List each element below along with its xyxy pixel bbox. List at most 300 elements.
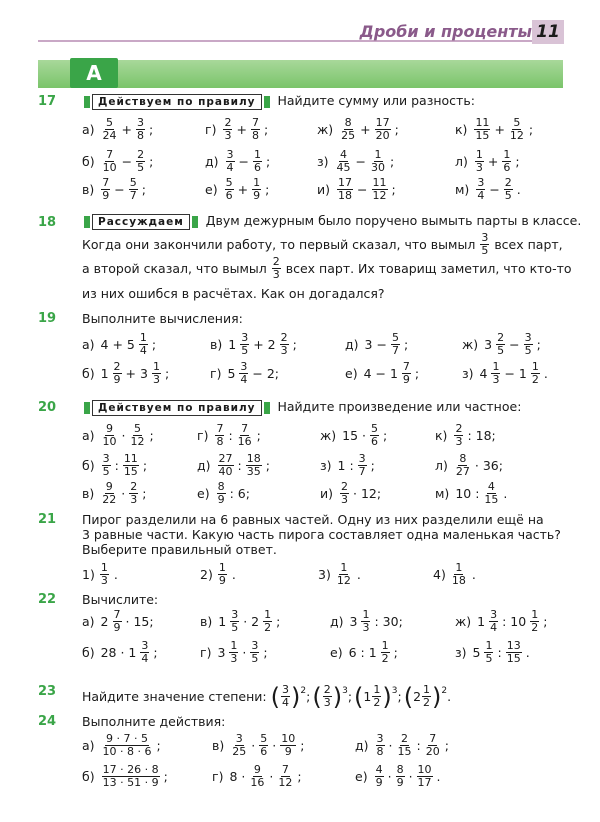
power-expression: ( 1 $\frac{1}{2}$ ) 3 ; <box>354 682 402 711</box>
expression-text: 3 <box>484 337 493 352</box>
item-label: д) <box>330 614 344 629</box>
expression-text: + <box>487 154 499 169</box>
fraction: $\frac{1}{2}$ <box>373 683 381 709</box>
t17-item <box>82 149 153 174</box>
fraction: $\frac{7}{20}$ <box>425 732 440 758</box>
item-label: з) <box>455 645 467 660</box>
t19-item <box>210 332 297 357</box>
t22-item <box>200 609 280 634</box>
expression-text: ; <box>263 122 269 137</box>
expression-text: − <box>509 337 520 352</box>
task-18-line4: из них ошибся в расчётах. Как он догадался? <box>82 286 385 301</box>
expression-text: ; <box>266 154 271 169</box>
fraction: $\frac{5}{6}$ <box>225 176 233 202</box>
task-17-text: Найдите сумму или разность: <box>277 93 475 108</box>
expression-text: ; <box>276 614 281 629</box>
fraction: $\frac{13}{15}$ <box>506 639 521 665</box>
expression-text: · <box>388 738 393 753</box>
task-21-option: 4) $\frac{1}{18}$ . <box>433 561 476 587</box>
task-17-heading <box>92 93 475 110</box>
fraction: $\frac{9}{22}$ <box>102 480 117 506</box>
fraction: $\frac{11}{12}$ <box>372 176 387 202</box>
item-label: д) <box>197 458 211 473</box>
expression-text: ; <box>414 366 420 381</box>
expression-text: · 2 <box>243 614 260 629</box>
expression-text: − 2; <box>252 366 280 381</box>
fraction: $\frac{9 \cdot 7 \cdot 5}{10 \cdot 8 \cdot 6}$ <box>102 732 152 758</box>
expression-text: ; <box>528 122 534 137</box>
expression-text: : <box>237 458 242 473</box>
fraction: $\frac{1}{9}$ <box>218 561 226 587</box>
item-label: е) <box>345 366 358 381</box>
task-21-option: 2) $\frac{1}{9}$ . <box>200 561 236 587</box>
fraction: $\frac{1}{2}$ <box>423 683 431 709</box>
item-label: л) <box>455 154 468 169</box>
expression-text: ; <box>403 337 409 352</box>
expression-text: 1 <box>100 366 109 381</box>
t17-item <box>317 117 399 142</box>
expression-text: ; <box>265 458 270 473</box>
task-22-text: Вычислите: <box>82 592 159 607</box>
item-label: з) <box>320 458 332 473</box>
expression-text: ; <box>394 122 399 137</box>
t19-item <box>345 361 419 386</box>
t22-item <box>455 609 547 634</box>
fraction: $\frac{3}{4}$ <box>240 360 248 386</box>
expression-text: + <box>360 122 371 137</box>
t22-item <box>82 640 158 665</box>
expression-text: ; <box>390 154 395 169</box>
fraction: $\frac{8}{27}$ <box>455 452 470 478</box>
fraction: $\frac{3}{4}$ <box>141 639 149 665</box>
item-label: г) <box>200 645 212 660</box>
t17-item <box>317 177 396 202</box>
expression-text: ; <box>164 366 170 381</box>
t20-item <box>197 481 250 506</box>
fraction: $\frac{1}{3}$ <box>230 639 238 665</box>
fraction: $\frac{5}{6}$ <box>260 732 268 758</box>
expression-text: ; <box>383 428 388 443</box>
item-label: и) <box>317 182 331 197</box>
expression-text: ; <box>391 182 396 197</box>
expression-text: − <box>357 182 368 197</box>
expression-text: ; <box>142 458 148 473</box>
item-label: г) <box>210 366 222 381</box>
expression-text: : 6; <box>229 486 250 501</box>
expression-text: · 15; <box>125 614 154 629</box>
expression-text: ; <box>141 182 146 197</box>
t17-item <box>82 117 153 142</box>
expression-text: · <box>272 738 277 753</box>
fraction: $\frac{7}{10}$ <box>102 148 117 174</box>
task-21-line2: 3 равные части. Какую часть пирога составляет одна маленькая часть? <box>82 527 561 542</box>
fraction: $\frac{4}{15}$ <box>484 480 499 506</box>
task-21-number: 21 <box>38 512 57 527</box>
task-24-number: 24 <box>38 714 57 729</box>
fraction: $\frac{2}{3}$ <box>130 480 138 506</box>
expression-text: 8 · <box>229 769 246 784</box>
fraction: $\frac{1}{2}$ <box>531 608 539 634</box>
item-label: а) <box>82 614 95 629</box>
fraction: $\frac{2}{5}$ <box>497 331 505 357</box>
expression-text: ; <box>444 738 449 753</box>
fraction: $\frac{18}{35}$ <box>246 452 261 478</box>
fraction: $\frac{8}{9}$ <box>217 480 225 506</box>
expression-text: − <box>355 154 367 169</box>
expression-text: : 30; <box>374 614 403 629</box>
fraction: $\frac{5}{12}$ <box>130 422 145 448</box>
expression-text: 4 + 5 <box>100 337 135 352</box>
t19-item <box>82 361 169 386</box>
task-24-text: Выполните действия: <box>82 714 226 729</box>
item-label: з) <box>462 366 474 381</box>
chapter-title: Дроби и проценты <box>359 22 532 41</box>
expression-text: : 10 <box>502 614 527 629</box>
t24-item <box>355 733 449 758</box>
power-expression: ( $\frac{3}{4}$ ) 2 ; <box>270 682 311 711</box>
fraction: $\frac{5}{12}$ <box>509 116 524 142</box>
expression-text: · <box>251 738 256 753</box>
fraction: $\frac{3}{4}$ <box>490 608 498 634</box>
item-label: ж) <box>462 337 479 352</box>
item-label: е) <box>330 645 343 660</box>
item-label: м) <box>435 486 450 501</box>
task-18-line3: а второй сказал, что вымыл $\frac{2}{3}$ всех парт. Их товарищ заметил, что кто-то <box>82 255 572 281</box>
item-label: а) <box>82 337 95 352</box>
fraction: $\frac{3}{4}$ <box>282 683 290 709</box>
expression-text: − 1 <box>504 366 527 381</box>
item-label: а) <box>82 122 95 137</box>
expression-text: − <box>114 182 125 197</box>
task-18-badge: Рассуждаем <box>92 214 190 230</box>
fraction: $\frac{8}{9}$ <box>396 763 404 789</box>
item-label: к) <box>455 122 468 137</box>
fraction: $\frac{1}{6}$ <box>254 148 262 174</box>
fraction: $\frac{2}{3}$ <box>280 331 288 357</box>
expression-text: · <box>121 428 126 443</box>
fraction: $\frac{1}{3}$ <box>492 360 500 386</box>
expression-text: : <box>497 645 502 660</box>
t17-item <box>455 149 520 174</box>
fraction: $\frac{2}{3}$ <box>341 480 349 506</box>
item-label: б) <box>82 366 95 381</box>
expression-text: . <box>436 769 441 784</box>
expression-text: · <box>387 769 392 784</box>
fraction: $\frac{1}{12}$ <box>336 561 351 587</box>
item-label: а) <box>82 738 95 753</box>
expression-text: · <box>408 769 413 784</box>
expression-text: ; <box>149 154 154 169</box>
item-label: в) <box>210 337 223 352</box>
task-18-line2: Когда они закончили работу, то первый сказал, что вымыл $\frac{3}{5}$ всех парт, <box>82 231 563 257</box>
expression-text: + 2 <box>253 337 276 352</box>
fraction: $\frac{7}{9}$ <box>102 176 110 202</box>
task-19-text: Выполните вычисления: <box>82 311 243 326</box>
t19-item <box>462 332 541 357</box>
t20-item <box>435 453 503 478</box>
fraction: $\frac{1}{9}$ <box>253 176 261 202</box>
fraction: $\frac{7}{9}$ <box>402 360 410 386</box>
expression-text: − <box>238 154 250 169</box>
fraction: $\frac{1}{4}$ <box>139 331 147 357</box>
expression-text: 4 − 1 <box>363 366 398 381</box>
item-label: в) <box>212 738 225 753</box>
expression-text: . <box>503 486 508 501</box>
fraction: $\frac{17 \cdot 26 \cdot 8}{13 \cdot 51 \cdot 9}$ <box>102 763 159 789</box>
t19-item <box>82 332 156 357</box>
t17-item <box>205 117 268 142</box>
expression-text: ; <box>142 486 147 501</box>
fraction: $\frac{17}{20}$ <box>375 116 390 142</box>
fraction: $\frac{3}{4}$ <box>477 176 485 202</box>
t20-item <box>82 481 146 506</box>
fraction: $\frac{1}{18}$ <box>451 561 466 587</box>
task-20-text: Найдите произведение или частное: <box>277 399 522 414</box>
item-label: г) <box>197 428 209 443</box>
expression-text: 3 − <box>364 337 387 352</box>
t19-item <box>345 332 408 357</box>
fraction: $\frac{3}{4}$ <box>226 148 234 174</box>
fraction: $\frac{2}{5}$ <box>504 176 512 202</box>
item-label: б) <box>82 458 95 473</box>
fraction: $\frac{5}{24}$ <box>102 116 117 142</box>
fraction: $\frac{7}{12}$ <box>278 763 293 789</box>
expression-text: ; <box>153 645 158 660</box>
expression-text: ; <box>256 428 261 443</box>
expression-text: + <box>237 182 249 197</box>
t17-item <box>317 149 394 174</box>
fraction: $\frac{11}{15}$ <box>123 452 138 478</box>
t19-item <box>462 361 548 386</box>
item-label: в) <box>82 486 95 501</box>
item-label: е) <box>205 182 218 197</box>
task-23-text: Найдите значение степени: <box>82 689 267 704</box>
expression-text: ; <box>543 614 548 629</box>
expression-text: ; <box>515 154 520 169</box>
fraction: $\frac{7}{16}$ <box>237 422 252 448</box>
expression-text: · <box>269 769 274 784</box>
expression-text: − <box>121 154 133 169</box>
task-23-line <box>82 684 451 709</box>
item-label: а) <box>82 428 95 443</box>
t17-item <box>205 149 270 174</box>
fraction: $\frac{1}{6}$ <box>503 148 511 174</box>
item-label: и) <box>320 486 334 501</box>
expression-text: ; <box>393 645 398 660</box>
page-number: 11 <box>532 20 564 44</box>
t17-item <box>205 177 269 202</box>
fraction: $\frac{2}{5}$ <box>137 148 145 174</box>
expression-text: 15 · <box>342 428 366 443</box>
fraction: $\frac{9}{10}$ <box>102 422 117 448</box>
expression-text: + <box>236 122 247 137</box>
expression-text: ; <box>297 769 302 784</box>
fraction: $\frac{3}{5}$ <box>231 608 239 634</box>
item-label: ж) <box>320 428 337 443</box>
item-label: ж) <box>317 122 334 137</box>
t22-item <box>200 640 268 665</box>
fraction: $\frac{7}{8}$ <box>216 422 224 448</box>
t22-item <box>455 640 530 665</box>
t17-item <box>455 117 533 142</box>
item-label: м) <box>455 182 470 197</box>
fraction: $\frac{5}{7}$ <box>391 331 399 357</box>
fraction: $\frac{1}{2}$ <box>531 360 539 386</box>
task-18-fraction-1: $\frac{3}{5}$ <box>481 231 489 257</box>
task-20-number: 20 <box>38 400 57 415</box>
fraction: $\frac{4}{9}$ <box>375 763 383 789</box>
fraction: $\frac{7}{9}$ <box>113 608 121 634</box>
expression-text: · 36; <box>474 458 503 473</box>
item-label: в) <box>200 614 213 629</box>
fraction: $\frac{3}{5}$ <box>251 639 259 665</box>
fraction: $\frac{1}{3}$ <box>362 608 370 634</box>
expression-text: + 3 <box>125 366 148 381</box>
expression-text: − <box>489 182 500 197</box>
fraction: $\frac{2}{3}$ <box>224 116 232 142</box>
fraction: $\frac{7}{8}$ <box>251 116 259 142</box>
item-label: д) <box>205 154 219 169</box>
t22-item <box>330 609 403 634</box>
fraction: $\frac{1}{3}$ <box>475 148 483 174</box>
task-21-line3: Выберите правильный ответ. <box>82 542 277 557</box>
t20-item <box>320 481 381 506</box>
fraction: $\frac{5}{6}$ <box>371 422 378 448</box>
item-label: в) <box>82 182 95 197</box>
t24-item <box>355 764 441 789</box>
expression-text: ; <box>265 182 270 197</box>
expression-text: : <box>228 428 233 443</box>
fraction: $\frac{1}{3}$ <box>152 360 160 386</box>
task-18-fraction-2: $\frac{2}{3}$ <box>272 255 280 281</box>
item-label: б) <box>82 645 95 660</box>
task-21-line1: Пирог разделили на 6 равных частей. Одну из них разделили ещё на <box>82 512 544 527</box>
t24-item <box>212 764 302 789</box>
fraction: $\frac{17}{18}$ <box>338 176 353 202</box>
t20-item <box>320 453 375 478</box>
expression-text: . <box>543 366 548 381</box>
item-label: б) <box>82 769 95 784</box>
fraction: $\frac{4}{45}$ <box>336 148 351 174</box>
expression-text: 1 <box>218 614 227 629</box>
t22-item <box>82 609 154 634</box>
fraction: $\frac{2}{15}$ <box>397 732 412 758</box>
fraction: $\frac{3}{7}$ <box>358 452 366 478</box>
expression-text: 3 <box>217 645 226 660</box>
expression-text: : <box>114 458 119 473</box>
item-label: е) <box>197 486 210 501</box>
expression-text: 6 : 1 <box>348 645 377 660</box>
expression-text: + <box>494 122 505 137</box>
fraction: $\frac{9}{16}$ <box>250 763 265 789</box>
t20-item <box>82 423 154 448</box>
t24-item <box>82 733 161 758</box>
item-label: л) <box>435 458 448 473</box>
fraction: $\frac{2}{3}$ <box>455 422 463 448</box>
expression-text: 2 <box>100 614 109 629</box>
t20-item <box>435 481 507 506</box>
fraction: $\frac{10}{9}$ <box>281 732 296 758</box>
task-17-number: 17 <box>38 94 57 109</box>
t24-item <box>212 733 304 758</box>
t22-item <box>330 640 398 665</box>
fraction: $\frac{3}{5}$ <box>524 331 532 357</box>
item-label: е) <box>355 769 368 784</box>
expression-text: 3 <box>349 614 358 629</box>
item-label: г) <box>205 122 217 137</box>
t24-item <box>82 764 168 789</box>
expression-text: 10 : <box>455 486 480 501</box>
item-label: з) <box>317 154 329 169</box>
task-21-option: 1) $\frac{1}{3}$ . <box>82 561 118 587</box>
task-23-powers <box>271 684 451 709</box>
expression-text: · 12; <box>353 486 382 501</box>
fraction: $\frac{2}{9}$ <box>113 360 121 386</box>
t17-item <box>455 177 521 202</box>
task-18-number: 18 <box>38 215 57 230</box>
expression-text: ; <box>370 458 375 473</box>
t20-item <box>197 453 270 478</box>
expression-text: ; <box>149 428 154 443</box>
section-label: A <box>70 58 118 88</box>
item-label: к) <box>435 428 448 443</box>
expression-text: 1 : <box>337 458 354 473</box>
fraction: $\frac{1}{2}$ <box>381 639 389 665</box>
task-17-badge: Действуем по правилу <box>92 94 262 110</box>
expression-text: ; <box>149 122 154 137</box>
expression-text: ; <box>151 337 157 352</box>
item-label: д) <box>345 337 359 352</box>
expression-text: 1 <box>477 614 486 629</box>
power-expression: ( $\frac{2}{3}$ ) 3 ; <box>312 682 353 711</box>
fraction: $\frac{2}{3}$ <box>323 683 331 709</box>
task-19-number: 19 <box>38 311 57 326</box>
task-22-number: 22 <box>38 592 57 607</box>
fraction: $\frac{5}{7}$ <box>129 176 137 202</box>
fraction: $\frac{1}{5}$ <box>485 639 493 665</box>
fraction: $\frac{8}{25}$ <box>341 116 356 142</box>
expression-text: . <box>516 182 521 197</box>
t17-item <box>82 177 146 202</box>
task-23-number: 23 <box>38 684 57 699</box>
t20-item <box>435 423 496 448</box>
expression-text: ; <box>536 337 541 352</box>
t20-item <box>82 453 147 478</box>
expression-text: 5 <box>227 366 236 381</box>
item-label: б) <box>82 154 95 169</box>
fraction: $\frac{1}{2}$ <box>264 608 272 634</box>
fraction: $\frac{1}{3}$ <box>100 561 108 587</box>
expression-text: 28 · 1 <box>100 645 137 660</box>
expression-text: ; <box>300 738 305 753</box>
task-20-heading <box>92 399 521 416</box>
power-expression: ( 2 $\frac{1}{2}$ ) 2 . <box>403 682 452 711</box>
expression-text: ; <box>263 645 268 660</box>
fraction: $\frac{1}{30}$ <box>371 148 386 174</box>
task-20-badge: Действуем по правилу <box>92 400 262 416</box>
expression-text: · <box>242 645 247 660</box>
item-label: г) <box>212 769 224 784</box>
expression-text: 5 <box>472 645 481 660</box>
fraction: $\frac{11}{15}$ <box>475 116 490 142</box>
fraction: $\frac{3}{25}$ <box>232 732 247 758</box>
expression-text: : <box>416 738 421 753</box>
task-18-line1: Рассуждаем Двум дежурным было поручено вымыть парты в классе. <box>92 213 581 230</box>
expression-text: : 18; <box>467 428 496 443</box>
fraction: $\frac{3}{5}$ <box>102 452 110 478</box>
expression-text: · <box>121 486 126 501</box>
expression-text: + <box>121 122 133 137</box>
